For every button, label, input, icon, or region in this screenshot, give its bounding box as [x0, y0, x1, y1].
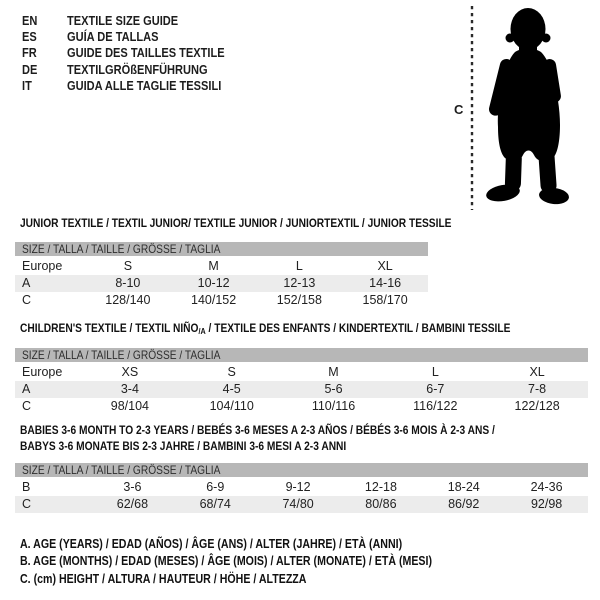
table-cell: 12-13	[283, 276, 316, 290]
table-cell: 152/158	[276, 293, 322, 307]
table-cell: 6-7	[426, 382, 445, 396]
language-row-fr	[22, 45, 252, 61]
language-label: GUÍA DE TALLAS	[67, 29, 159, 45]
height-measure-label: C	[454, 102, 464, 117]
table-row-europe	[15, 258, 428, 275]
table-cell: S	[123, 259, 133, 273]
table-cell: 62/68	[116, 497, 149, 511]
language-code: FR	[22, 45, 37, 61]
title-post: / TEXTILE DES ENFANTS / KINDERTEXTIL / BAMBINI TESSILE	[205, 321, 511, 335]
table-row-age	[15, 275, 428, 292]
footnote-a-text: A. AGE (YEARS) / EDAD (AÑOS) / ÂGE (ANS) / ALTER (JAHRE) / ETÀ (ANNI)	[20, 537, 403, 551]
size-header-band	[15, 348, 588, 362]
size-header-band-text: SIZE / TALLA / TAILLE / GRÖSSE / TAGLIA	[22, 348, 221, 362]
children-size-table	[15, 348, 588, 415]
babies-title-line2: BABYS 3-6 MONATE BIS 2-3 JAHRE / BAMBINI 3-6 MESI A 2-3 ANNI	[20, 439, 347, 453]
table-cell: 8-10	[115, 276, 141, 290]
table-cell: 9-12	[285, 480, 311, 494]
table-cell: 74/80	[282, 497, 314, 511]
language-code: EN	[22, 12, 38, 28]
language-row-en	[22, 12, 252, 28]
table-cell: 98/104	[110, 399, 150, 413]
language-code: DE	[22, 61, 38, 77]
language-label: TEXTILGRÖßENFÜHRUNG	[67, 61, 208, 77]
table-cell: M	[328, 365, 339, 379]
row-label: Europe	[22, 365, 63, 379]
table-cell: XL	[529, 365, 545, 379]
junior-table-title-text: JUNIOR TEXTILE / TEXTIL JUNIOR/ TEXTILE JUNIOR / JUNIORTEXTIL / JUNIOR TESSILE	[20, 216, 452, 230]
row-label: C	[22, 497, 32, 511]
table-cell: 110/116	[311, 399, 356, 413]
table-cell: 158/170	[362, 293, 408, 307]
table-cell: 18-24	[447, 480, 480, 494]
table-cell: L	[431, 365, 439, 379]
table-cell: 12-18	[364, 480, 397, 494]
table-cell: 128/140	[105, 293, 151, 307]
language-code: ES	[22, 29, 37, 45]
table-cell: 122/128	[514, 399, 560, 413]
title-subscript: /A	[198, 326, 206, 336]
table-row-age	[15, 381, 588, 398]
footnote-c	[20, 571, 505, 588]
table-cell: 140/152	[191, 293, 237, 307]
row-label: A	[22, 276, 31, 290]
footnote-b	[20, 553, 505, 570]
table-cell: 80/86	[365, 497, 397, 511]
language-list	[22, 12, 252, 94]
table-cell: 3-6	[123, 480, 142, 494]
table-cell: 24-36	[530, 480, 563, 494]
language-code: IT	[22, 78, 32, 94]
footnotes-block	[20, 536, 505, 588]
table-cell: 92/98	[530, 497, 563, 511]
table-cell: 4-5	[222, 382, 241, 396]
table-cell: 68/74	[199, 497, 231, 511]
language-row-de	[22, 61, 252, 77]
children-table-title	[20, 320, 597, 339]
language-label: GUIDE DES TAILLES TEXTILE	[67, 45, 225, 61]
row-label: C	[22, 399, 32, 413]
table-row-height	[15, 292, 428, 309]
junior-table-title	[20, 215, 528, 231]
table-cell: 14-16	[369, 276, 402, 290]
baby-silhouette-icon	[482, 7, 571, 205]
table-cell: M	[208, 259, 219, 273]
junior-size-table	[15, 242, 428, 309]
language-row-it	[22, 78, 252, 94]
table-cell: XS	[121, 365, 139, 379]
size-header-band	[15, 242, 428, 256]
size-header-band-text: SIZE / TALLA / TAILLE / GRÖSSE / TAGLIA	[22, 463, 221, 477]
language-row-es	[22, 28, 252, 44]
children-table-title-text	[20, 320, 510, 339]
size-header-band-text: SIZE / TALLA / TAILLE / GRÖSSE / TAGLIA	[22, 242, 221, 256]
row-label: Europe	[22, 259, 63, 273]
table-cell: L	[295, 259, 303, 273]
row-label: C	[22, 293, 32, 307]
table-row-age-months	[15, 479, 588, 496]
table-cell: 104/110	[209, 399, 254, 413]
title-pre: CHILDREN'S TEXTILE / TEXTIL NIÑO	[20, 321, 199, 335]
footnote-b-text: B. AGE (MONTHS) / EDAD (MESES) / ÂGE (MOIS) / ALTER (MONATE) / ETÀ (MESI)	[20, 554, 433, 569]
height-dashed-line	[470, 6, 474, 210]
footnote-c-text: C. (cm) HEIGHT / ALTURA / HAUTEUR / HÖHE / ALTEZZA	[20, 571, 307, 586]
table-cell: 10-12	[197, 276, 230, 290]
figure-block	[452, 4, 597, 210]
table-row-height	[15, 496, 588, 513]
language-label: TEXTILE SIZE GUIDE	[67, 12, 179, 28]
table-row-height	[15, 398, 588, 415]
table-row-europe	[15, 364, 588, 381]
table-cell: 6-9	[206, 480, 225, 494]
babies-size-table	[15, 463, 588, 513]
table-cell: 3-4	[120, 382, 139, 396]
table-cell: 5-6	[324, 382, 343, 396]
footnote-a	[20, 536, 505, 553]
row-label: A	[22, 382, 31, 396]
size-header-band	[15, 463, 588, 477]
row-label: B	[22, 480, 31, 494]
babies-table-title	[20, 422, 579, 454]
table-cell: S	[227, 365, 236, 379]
language-label: GUIDA ALLE TAGLIE TESSILI	[67, 78, 222, 94]
babies-title-line1: BABIES 3-6 MONTH TO 2-3 YEARS / BEBÉS 3-6 MESES A 2-3 AÑOS / BÉBÉS 3-6 MOIS À 2-3 ANS /	[20, 423, 495, 437]
table-cell: 7-8	[528, 382, 547, 396]
table-cell: 86/92	[448, 497, 480, 511]
table-cell: XL	[377, 259, 393, 273]
table-cell: 116/122	[413, 399, 458, 413]
